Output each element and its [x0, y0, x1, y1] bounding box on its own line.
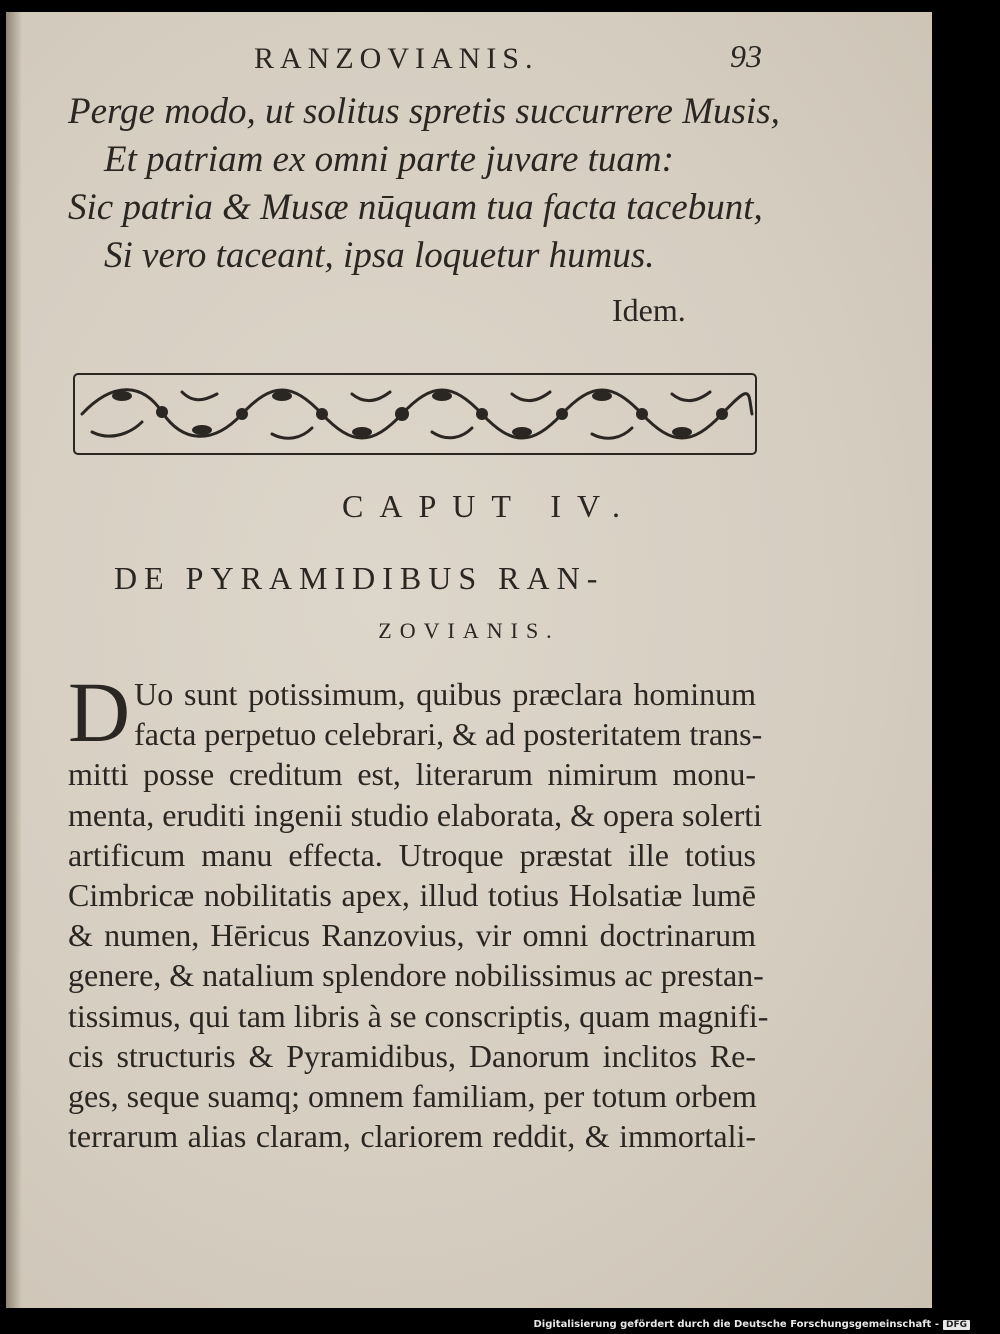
verse-line: Si vero taceant, ipsa loquetur humus.	[104, 235, 655, 276]
body-line: & numen, Hēricus Ranzovius, vir omni doctrinarum	[68, 917, 756, 954]
verse-line: Perge modo, ut solitus spretis succurrere Musis,	[68, 91, 780, 132]
digitization-credit	[533, 1319, 970, 1330]
running-title: RANZOVIANIS.	[254, 42, 539, 75]
body-line: mitti posse creditum est, literarum nimirum monu-	[68, 756, 756, 793]
body-line: tissimus, qui tam libris à se conscriptis, quam magnifi-	[68, 997, 769, 1034]
chapter-number: CAPUT IV.	[342, 488, 636, 524]
credit-text: Digitalisierung gefördert durch die Deutsche Forschungsgemeinschaft -	[533, 1319, 939, 1330]
verse-block	[68, 88, 788, 280]
page-number: 93	[730, 38, 762, 74]
body-line: cis structuris & Pyramidibus, Danorum inclitos Re-	[68, 1037, 756, 1074]
floral-ornament-band-icon	[72, 372, 758, 456]
chapter-title-line: ZOVIANIS.	[378, 618, 560, 643]
body-line: facta perpetuo celebrari, & ad posteritatem trans-	[134, 716, 763, 753]
drop-cap: D	[68, 664, 131, 760]
chapter-title-line: DE PYRAMIDIBUS RAN-	[114, 560, 605, 596]
body-line: menta, eruditi ingenii studio elaborata, & opera solerti	[68, 796, 763, 833]
body-line: terrarum alias claram, clariorem reddit, & immortali-	[68, 1118, 756, 1155]
body-line: ges, seque suamq; omnem familiam, per totum orbem	[68, 1078, 757, 1115]
body-line: Cimbricæ nobilitatis apex, illud totius Holsatiæ lumē	[68, 877, 756, 914]
verse-attribution: Idem.	[612, 292, 686, 328]
dfg-logo: DFG	[943, 1320, 970, 1330]
book-page	[6, 12, 932, 1308]
body-line: Uo sunt potissimum, quibus præclara hominum	[134, 676, 756, 712]
verse-line: Et patriam ex omni parte juvare tuam:	[104, 139, 674, 180]
body-line: genere, & natalium splendore nobilissimus ac prestan-	[68, 957, 764, 994]
body-line: artificum manu effecta. Utroque præstat ille totius	[68, 836, 756, 873]
page-gutter-shadow	[6, 12, 22, 1308]
verse-line: Sic patria & Musæ nūquam tua facta tacebunt,	[68, 187, 763, 228]
body-paragraph	[68, 664, 769, 1156]
